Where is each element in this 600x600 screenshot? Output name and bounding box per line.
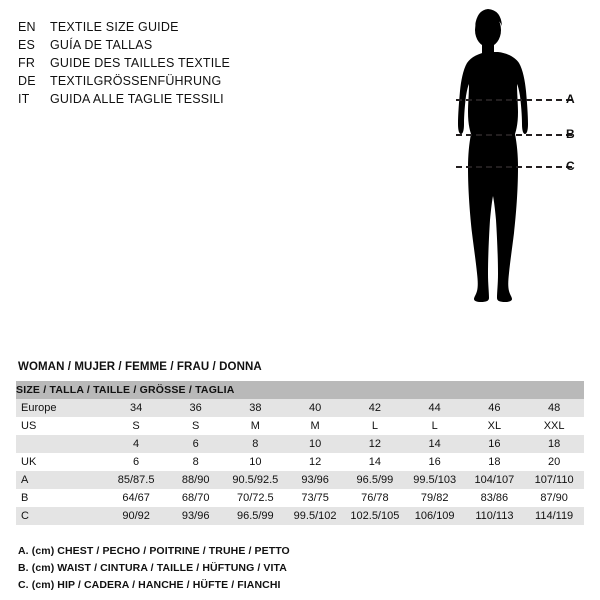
cell: 48 xyxy=(524,399,584,417)
measure-line-b xyxy=(456,134,572,136)
cell: 42 xyxy=(345,399,405,417)
table-row xyxy=(16,489,584,507)
cell: 87/90 xyxy=(524,489,584,507)
table-row xyxy=(16,453,584,471)
measure-label-b: B xyxy=(566,127,575,141)
cell: 10 xyxy=(285,435,345,453)
row-label: UK xyxy=(16,453,106,471)
cell: 114/119 xyxy=(524,507,584,525)
footnote-list xyxy=(18,543,578,594)
female-silhouette-figure xyxy=(430,8,590,373)
cell: 106/109 xyxy=(405,507,465,525)
cell: 96.5/99 xyxy=(225,507,285,525)
cell: 99.5/103 xyxy=(405,471,465,489)
cell: 6 xyxy=(106,453,166,471)
cell: 10 xyxy=(225,453,285,471)
row-label: B xyxy=(16,489,106,507)
footnote-a: A. (cm) CHEST / PECHO / POITRINE / TRUHE / PETTO xyxy=(18,545,290,557)
language-title: TEXTILE SIZE GUIDE xyxy=(50,20,179,34)
cell: 99.5/102 xyxy=(285,507,345,525)
language-title: TEXTILGRÖSSENFÜHRUNG xyxy=(50,74,222,88)
cell: 83/86 xyxy=(465,489,525,507)
language-list xyxy=(18,18,318,108)
measure-label-a: A xyxy=(566,92,575,106)
table-header-label: SIZE / TALLA / TAILLE / GRÖSSE / TAGLIA xyxy=(16,381,584,399)
row-label: C xyxy=(16,507,106,525)
cell: 79/82 xyxy=(405,489,465,507)
language-row xyxy=(18,54,318,72)
cell: 44 xyxy=(405,399,465,417)
cell: 8 xyxy=(166,453,226,471)
cell: 110/113 xyxy=(465,507,525,525)
cell: 38 xyxy=(225,399,285,417)
language-code: DE xyxy=(18,74,36,88)
cell: 14 xyxy=(345,453,405,471)
table-row xyxy=(16,435,584,453)
cell: XL xyxy=(465,417,525,435)
cell: 4 xyxy=(106,435,166,453)
table-row xyxy=(16,471,584,489)
cell: 93/96 xyxy=(285,471,345,489)
cell: S xyxy=(166,417,226,435)
cell: 96.5/99 xyxy=(345,471,405,489)
cell: 76/78 xyxy=(345,489,405,507)
cell: XXL xyxy=(524,417,584,435)
language-row xyxy=(18,18,318,36)
cell: M xyxy=(225,417,285,435)
language-code: FR xyxy=(18,56,36,70)
cell: 107/110 xyxy=(524,471,584,489)
cell: 36 xyxy=(166,399,226,417)
cell: 14 xyxy=(405,435,465,453)
cell: 73/75 xyxy=(285,489,345,507)
cell: 12 xyxy=(285,453,345,471)
cell: 68/70 xyxy=(166,489,226,507)
cell: 34 xyxy=(106,399,166,417)
language-code: IT xyxy=(18,92,30,106)
cell: 16 xyxy=(465,435,525,453)
measure-line-a xyxy=(456,99,572,101)
language-row xyxy=(18,36,318,54)
footnote-c: C. (cm) HIP / CADERA / HANCHE / HÜFTE / FIANCHI xyxy=(18,579,281,591)
footnote-b: B. (cm) WAIST / CINTURA / TAILLE / HÜFTUNG / VITA xyxy=(18,562,287,574)
language-row xyxy=(18,72,318,90)
cell: 16 xyxy=(405,453,465,471)
cell: 46 xyxy=(465,399,525,417)
body-silhouette-icon xyxy=(430,8,590,373)
section-title: WOMAN / MUJER / FEMME / FRAU / DONNA xyxy=(18,361,262,373)
measure-label-c: C xyxy=(566,159,575,173)
cell: 102.5/105 xyxy=(345,507,405,525)
cell: 8 xyxy=(225,435,285,453)
cell: 70/72.5 xyxy=(225,489,285,507)
cell: L xyxy=(405,417,465,435)
cell: 90.5/92.5 xyxy=(225,471,285,489)
size-table xyxy=(16,381,584,525)
language-title: GUÍA DE TALLAS xyxy=(50,38,153,52)
language-code: ES xyxy=(18,38,36,52)
row-label xyxy=(16,435,106,453)
cell: 40 xyxy=(285,399,345,417)
table-row xyxy=(16,417,584,435)
cell: L xyxy=(345,417,405,435)
table-row xyxy=(16,399,584,417)
table-header-row xyxy=(16,381,584,399)
cell: 12 xyxy=(345,435,405,453)
cell: 64/67 xyxy=(106,489,166,507)
cell: 20 xyxy=(524,453,584,471)
row-label: US xyxy=(16,417,106,435)
cell: 18 xyxy=(524,435,584,453)
cell: 104/107 xyxy=(465,471,525,489)
language-title: GUIDA ALLE TAGLIE TESSILI xyxy=(50,92,224,106)
row-label: A xyxy=(16,471,106,489)
cell: 85/87.5 xyxy=(106,471,166,489)
language-title: GUIDE DES TAILLES TEXTILE xyxy=(50,56,231,70)
table-row xyxy=(16,507,584,525)
cell: 90/92 xyxy=(106,507,166,525)
cell: 18 xyxy=(465,453,525,471)
cell: 6 xyxy=(166,435,226,453)
cell: 93/96 xyxy=(166,507,226,525)
language-code: EN xyxy=(18,20,36,34)
row-label: Europe xyxy=(16,399,106,417)
cell: M xyxy=(285,417,345,435)
language-row xyxy=(18,90,318,108)
cell: 88/90 xyxy=(166,471,226,489)
measure-line-c xyxy=(456,166,572,168)
cell: S xyxy=(106,417,166,435)
